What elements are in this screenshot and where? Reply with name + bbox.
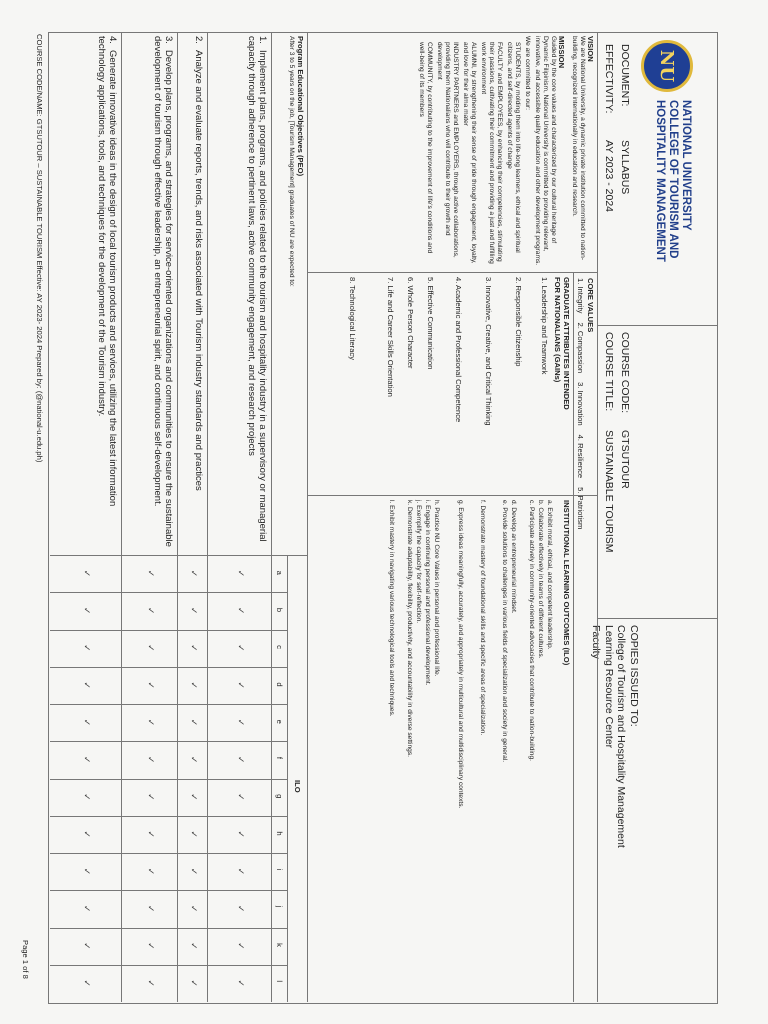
check-mark: ✓ [236, 606, 246, 615]
ilo-item: d. Develop an entrepreneurial mindset. [510, 500, 517, 614]
ilo-column-header: i [275, 868, 284, 871]
effectivity-label: EFFECTIVITY: [603, 44, 615, 114]
ilo-column-header: e [275, 719, 284, 724]
mission-item: COMMUNITY, by contributing to the improvement of life's conditions and well-being of its members [418, 42, 433, 254]
check-mark: ✓ [236, 718, 246, 727]
vision-mission-block [417, 36, 595, 268]
gains-item: 4. Academic and Professional Competence [454, 277, 463, 423]
peo-intro: After 3 to 5 years on the job, [Tourism Management] graduates of NU are expected to: [288, 36, 295, 287]
institution-line-3: HOSPITALITY MANAGEMENT [654, 100, 666, 262]
course-code-label: COURSE CODE: [619, 332, 631, 414]
vision-text: We are National University, a dynamic private institution committed to nation-building, recognized internationally in education and research. [571, 36, 586, 261]
peo-row-number: 2. [193, 36, 204, 44]
check-mark: ✓ [146, 904, 156, 913]
check-mark: ✓ [146, 606, 156, 615]
ilo-column-line [50, 741, 288, 742]
copies-item: Learning Resource Center [603, 625, 615, 749]
gains-item: 8. Technological Literacy [348, 277, 357, 361]
check-mark: ✓ [236, 942, 246, 950]
ilo-column-line [50, 704, 288, 705]
check-mark: ✓ [236, 904, 246, 913]
mission-item: STUDENTS, by molding them into life-long learners, ethical and spiritual citizens, and self-directed agents of change [506, 42, 521, 253]
ilo-column-line [50, 630, 288, 631]
check-mark: ✓ [82, 904, 92, 913]
ilo-column-group-label: ILO [293, 780, 302, 793]
ilo-column-line [50, 779, 288, 780]
ilo-column-header: h [275, 831, 284, 836]
core-value-item: 1. Integrity [576, 278, 585, 314]
core-values-heading: CORE VALUES [586, 278, 595, 333]
peo-row-rule [177, 32, 178, 1002]
institution-line-2: COLLEGE OF TOURISM AND [667, 100, 679, 259]
col-divider-1 [308, 272, 598, 273]
peo-row-number: 3. [163, 36, 174, 44]
check-mark: ✓ [146, 793, 156, 801]
check-mark: ✓ [236, 979, 246, 987]
peo-row-description: Analyze and evaluate reports, trends, and risks associated with Tourism industry standards and practices [193, 50, 204, 491]
peo-row-number: 4. [107, 36, 118, 44]
ilo-column-header: b [275, 607, 284, 613]
gains-heading-2: FOR NATIONALIANS (GAINs) [553, 277, 562, 383]
check-mark: ✓ [82, 644, 92, 652]
check-mark: ✓ [189, 644, 199, 652]
peo-row-number: 1. [257, 36, 268, 44]
check-mark: ✓ [189, 569, 199, 578]
institution-name [653, 100, 692, 262]
ilo-column-line [50, 592, 288, 593]
ilo-column-header: d [275, 682, 284, 687]
university-logo: NU [641, 40, 693, 92]
gains-heading-1: GRADUATE ATTRIBUTES INTENDED [562, 277, 571, 410]
ilo-column-header: a [275, 570, 284, 575]
ilo-column-line [50, 965, 288, 966]
check-mark: ✓ [236, 830, 246, 838]
header-bottom-rule [597, 32, 598, 1002]
check-mark: ✓ [146, 569, 156, 578]
peo-row-text [96, 36, 118, 548]
ilo-item: g. Express ideas meaningfully, accurately, and appropriately in multicultural and multidisciplinary contexts. [457, 500, 464, 809]
ilo-item: j. Exemplify the capacity for self-reflection. [415, 500, 422, 624]
institution-line-1: NATIONAL UNIVERSITY [680, 100, 692, 231]
core-values-list [576, 278, 585, 718]
copies-item: Faculty [590, 625, 603, 659]
page-frame [48, 32, 718, 1004]
mission-item: FACULTY and EMPLOYEES, by enhancing their competencies, stimulating their passions, cultivating their commitment and providing a just and fulfilling work environment [480, 42, 503, 264]
ilo-block [386, 500, 571, 998]
check-mark: ✓ [189, 718, 199, 727]
header-divider-2 [598, 618, 718, 619]
gains-item: 3. Innovative, Creative, and Critical Thinking [484, 277, 493, 426]
check-mark: ✓ [189, 867, 199, 876]
ilo-column-line [50, 853, 288, 854]
core-value-item: 3. Innovation [576, 382, 585, 426]
check-mark: ✓ [236, 569, 246, 578]
gains-block [343, 277, 571, 491]
check-mark: ✓ [236, 644, 246, 652]
check-mark: ✓ [146, 755, 156, 764]
ilo-column-header: j [275, 905, 284, 908]
core-value-item: 2. Compassion [576, 322, 585, 374]
ilo-column-line [50, 667, 288, 668]
course-title-label: COURSE TITLE: [603, 332, 615, 412]
peo-row-rule [207, 32, 208, 1002]
check-mark: ✓ [189, 979, 199, 987]
check-mark: ✓ [146, 979, 156, 987]
gains-item: 1. Leadership and Teamwork [540, 277, 549, 375]
course-code-value: GTSUTOUR [619, 430, 631, 489]
peo-row-description: Implement plans, programs, and policies related to the tourism and hospitality industry in a supervisory or managerial capacity through adherence to pertinent laws, active community engagement, and research projects [246, 36, 268, 542]
copies-item: College of Tourism and Hospitality Management [615, 625, 628, 848]
ilo-column-line [50, 816, 288, 817]
gains-item: 7. Life and Career Skills Orientation [386, 277, 395, 397]
check-mark: ✓ [82, 942, 92, 950]
check-mark: ✓ [146, 830, 156, 838]
document-value: SYLLABUS [619, 140, 631, 195]
gains-item: 2. Responsible Citizenship [514, 277, 523, 367]
check-mark: ✓ [82, 867, 92, 876]
ilo-column-line [50, 555, 288, 556]
page-number: Page 1 of 8 [21, 940, 30, 979]
vision-heading: VISION [586, 36, 595, 62]
ilo-column-header: f [275, 756, 284, 759]
check-mark: ✓ [82, 793, 92, 801]
check-mark: ✓ [146, 644, 156, 652]
mission-heading: MISSION [557, 36, 566, 69]
peo-row-text [152, 36, 174, 548]
peo-row-text [193, 36, 204, 548]
check-mark: ✓ [146, 867, 156, 876]
check-mark: ✓ [189, 793, 199, 801]
ilo-item: a. Exhibit moral, ethical, and competent leadership. [546, 500, 553, 650]
ilo-item: k. Demonstrate adaptability, flexibility, productivity, and accountability in diverse settings. [406, 500, 413, 757]
ilo-column-header: c [275, 645, 284, 649]
check-mark: ✓ [189, 904, 199, 913]
check-mark: ✓ [82, 830, 92, 838]
ilo-item: h. Practice NU Core Values in personal and professional life. [433, 500, 440, 677]
check-mark: ✓ [189, 755, 199, 764]
check-mark: ✓ [82, 606, 92, 615]
header-divider-1 [598, 325, 718, 326]
ilo-item: i. Engage in continuing personal and professional development. [424, 500, 431, 686]
peo-row-text [246, 36, 268, 548]
check-mark: ✓ [146, 681, 156, 689]
ilo-item: b. Collaborate effectively in teams of different cultures. [537, 500, 544, 659]
check-mark: ✓ [82, 755, 92, 764]
mission-text: Guided by the core values and characterized by our cultural heritage of Dynamic Filipinism, National University is committed to providing relevant, innovative, and accessible quality education and other development programs. [534, 36, 557, 266]
ilo-column-header: k [275, 943, 284, 947]
peo-row-description: Generate innovative ideas in the design of local tourism products and services, utilizing the latest information technology applications, tools, and techniques for the development of the Tourism industry. [96, 36, 118, 507]
check-mark: ✓ [189, 681, 199, 689]
check-mark: ✓ [146, 942, 156, 950]
core-values-rule [573, 272, 574, 1002]
ilo-item: e. Provide solutions to challenges in various fields of specialization and society in general. [501, 500, 508, 763]
core-value-item: 5. Patriotism [576, 487, 585, 530]
mission-item: INDUSTRY PARTNERS and EMPLOYERS, through active collaborations, providing them Nationalians who will contribute to their growth and development [436, 42, 459, 258]
ilo-item: c. Participate actively in community-oriented advocacies that contribute to nation-building. [528, 500, 535, 761]
ilo-heading: INSTITUTIONAL LEARNING OUTCOMES (ILO) [562, 500, 571, 666]
check-mark: ✓ [82, 979, 92, 987]
ilo-column-header: l [275, 980, 284, 983]
copies-label: COPIES ISSUED TO: [628, 625, 640, 727]
gains-item: 6. Whole Person Character [406, 277, 415, 369]
check-mark: ✓ [146, 718, 156, 727]
peo-heading: Program Educational Objectives (PEO) [296, 36, 305, 177]
check-mark: ✓ [189, 942, 199, 950]
document-label: DOCUMENT: [619, 44, 631, 107]
check-mark: ✓ [189, 830, 199, 838]
check-mark: ✓ [82, 718, 92, 727]
check-mark: ✓ [236, 681, 246, 689]
gains-item: 5. Effective Communication [426, 277, 435, 370]
check-mark: ✓ [236, 755, 246, 764]
col-divider-2 [308, 495, 598, 496]
core-value-item: 4. Resilience [576, 434, 585, 479]
mission-commit: We are committed to our: [524, 36, 531, 110]
course-title-value: SUSTAINABLE TOURISM [603, 430, 615, 553]
peo-row-rule [121, 32, 122, 1002]
ilo-column-header: g [275, 794, 284, 799]
ilo-item: l. Exhibit mastery in navigating various technological tools and techniques. [388, 500, 395, 717]
ilo-column-line [50, 890, 288, 891]
ilo-column-line [50, 928, 288, 929]
peo-row-description: Develop plans, programs, and strategies for service-oriented organizations and communities to ensure the sustainable development of tourism through effective leadership, an entrepreneurial spirit, and continuous self-development. [152, 36, 174, 547]
peo-row-rule [271, 32, 272, 1002]
mission-item: ALUMNI, by strengthening their sense of pride through engagement, loyalty, and love for their alma mater [462, 42, 477, 264]
ilo-item: f. Demonstrate mastery of foundational skills and specific areas of specialization. [479, 500, 486, 736]
check-mark: ✓ [236, 793, 246, 801]
check-mark: ✓ [82, 569, 92, 578]
mid-rule [307, 32, 308, 1002]
check-mark: ✓ [189, 606, 199, 615]
check-mark: ✓ [82, 681, 92, 689]
footer-text: COURSE CODE/NAME: GTSUTOUR – SUSTAINABLE TOURISM Effective: AY 2023- 2024 Prepared by: (@national-u.edu.ph) [35, 34, 44, 463]
effectivity-value: AY 2023 - 2024 [603, 140, 615, 213]
check-mark: ✓ [236, 867, 246, 876]
